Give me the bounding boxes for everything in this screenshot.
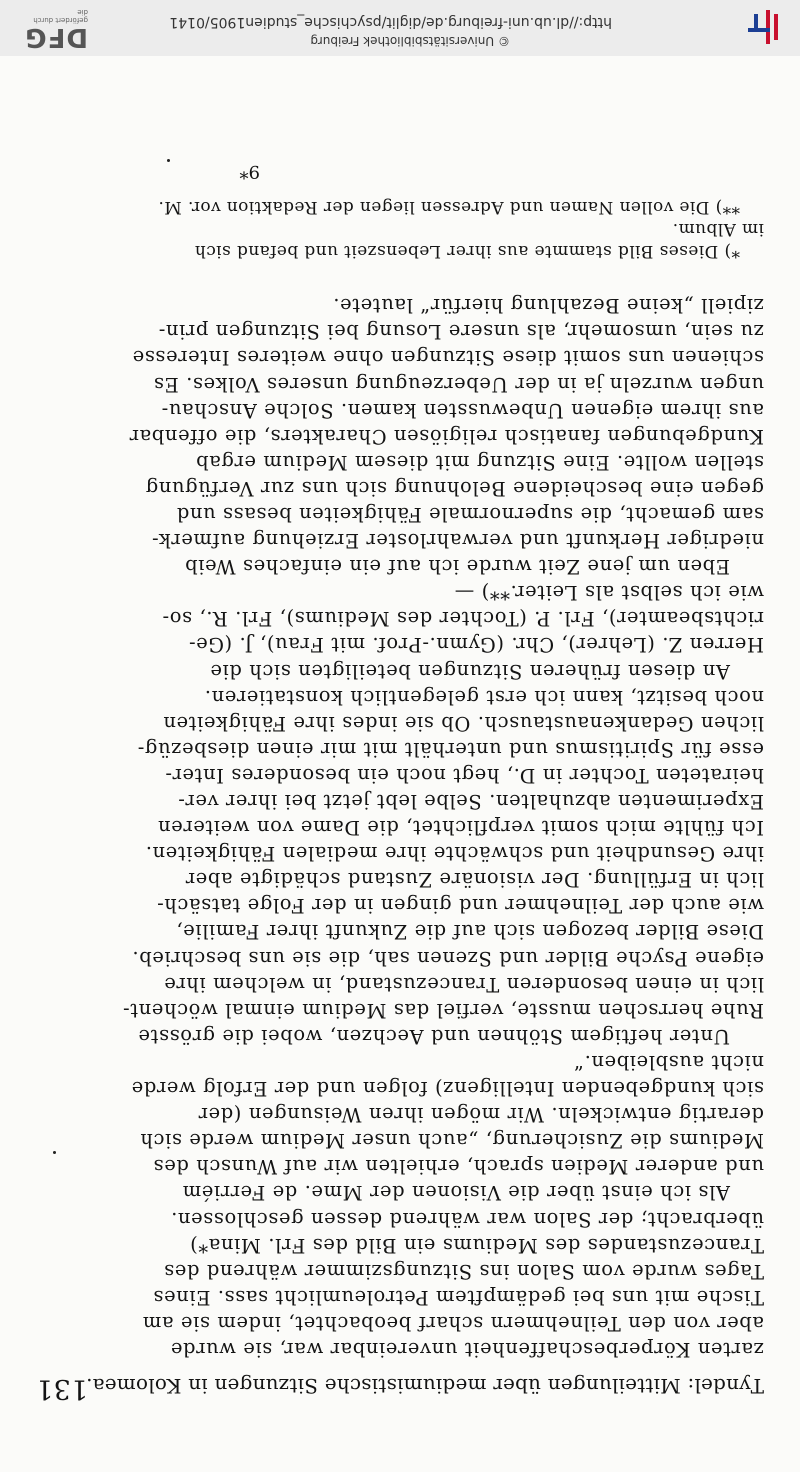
- paragraph: Eben um jene Zeit wurde ich auf ein einfaches Weib niedriger Herkunft und verwahrloster Erziehung aufmerk- sam gemacht, die supernormale Fähigkeiten besass und gegen eine bescheidene Belohnung sich uns zur Verfügung stellen wollte. Eine Sitzung mit diesem Medium ergab Kundgebungen fanatisch religiösen Charakters, die offenbar aus ihrem eigenen Unbewussten kamen. Solche Anschau- ungen wurzeln ja in der Ueberzeugung unseres Volkes. Es schienen uns somit diese Sitzungen ohne weiteres Interesse zu sein, umsomehr, als unsere Losung bei Sitzungen prin- zipiell „keine Bezahlung hierfür“ lautete.: [129, 294, 764, 579]
- page-header: [36, 1374, 764, 1404]
- dfg-logo-text: DFG: [24, 22, 88, 52]
- paragraph: Als ich einst über die Visionen der Mme. de Ferriém und anderer Medien sprach, erhielten wir auf Wunsch des Mediums die Zusicherung, „auch unser Medium werde sich derartig entwickeln. Wir mögen ihren Weisungen (der sich kundgebenden Intelligenz) folgen und der Erfolg werde nicht ausbleiben.“: [131, 1050, 764, 1205]
- footnote: **) Die vollen Namen und Adressen liegen der Redaktion vor. M.: [158, 197, 740, 217]
- footer-bar: [0, 0, 800, 56]
- footnote: *) Dieses Bild stammte aus ihrer Lebenszeit und befand sich im Album.: [194, 219, 764, 261]
- body-text: [72, 292, 764, 1362]
- paragraph: zarten Körperbeschaffenheit unvereinbar war, sie wurde aber von den Teilnehmern scharf beobachtet, indem sie am Tische mit uns bei gedämpftem Petroleumlicht sass. Eines Tages wurde vom Salon ins Sitzungszimmer während des Trancezustandes des Mediums ein Bild des Frl. Mina*) überbracht; der Salon war während dessen geschlossen.: [142, 1207, 764, 1361]
- paragraph: An diesen früheren Sitzungen beteiligten sich die Herren Z. (Lehrer), Chr. (Gymn.-Prof. mit Frau), J. (Ge- richtsbeamter), Frl. P. (Tochter des Mediums), Frl. R., so- wie ich selbst als Leiter.**) —: [161, 581, 764, 683]
- page-number: 131: [36, 1373, 89, 1404]
- source-url-link[interactable]: http://dl.ub.uni-freiburg.de/diglit/psychische_studien1905/0141: [169, 14, 612, 30]
- ink-speck: [167, 159, 170, 162]
- ink-speck: [53, 1151, 56, 1154]
- running-title: Tyndel: Mitteilungen über mediumistische Sitzungen in Kolomea.: [85, 1374, 764, 1398]
- copyright-notice: © Universitätsbibliothek Freiburg: [310, 34, 510, 48]
- dfg-logo[interactable]: [24, 6, 88, 52]
- signature-mark: 9*: [239, 161, 260, 182]
- footnotes: [72, 196, 764, 262]
- paragraph: Unter heftigem Stöhnen und Aechzen, wobei die grösste Ruhe herrschen musste, verfiel das Medium einmal wöchent- lich in einen besonderen Trancezustand, in welchem ihre eigene Psyche Bilder und Szenen sah, die sie uns beschrieb. Diese Bilder bezogen sich auf die Zukunft ihrer Familie, wie auch der Teilnehmer und gingen in der Folge tatsäch- lich in Erfüllung. Der visionäre Zustand schädigte aber ihre Gesundheit und schwächte ihre medialen Fähigkeiten. Ich fühlte mich somit verpflichtet, die Dame von weiteren Experimenten abzuhalten. Selbe lebt jetzt bei ihrer ver- heirateten Tochter in D., hegt noch ein besonderes Inter- esse für Spiritismus und unterhält mit mir einen diesbezüg- lichen Gedankenaustausch. Ob sie indes ihre Fähigkeiten noch besitzt, kann ich erst gelegentlich konstatieren.: [122, 685, 764, 1048]
- dfg-subtext: gefördert durch die: [33, 8, 88, 24]
- ub-freiburg-logo[interactable]: [744, 8, 782, 46]
- ub-logo-icon: [744, 8, 782, 46]
